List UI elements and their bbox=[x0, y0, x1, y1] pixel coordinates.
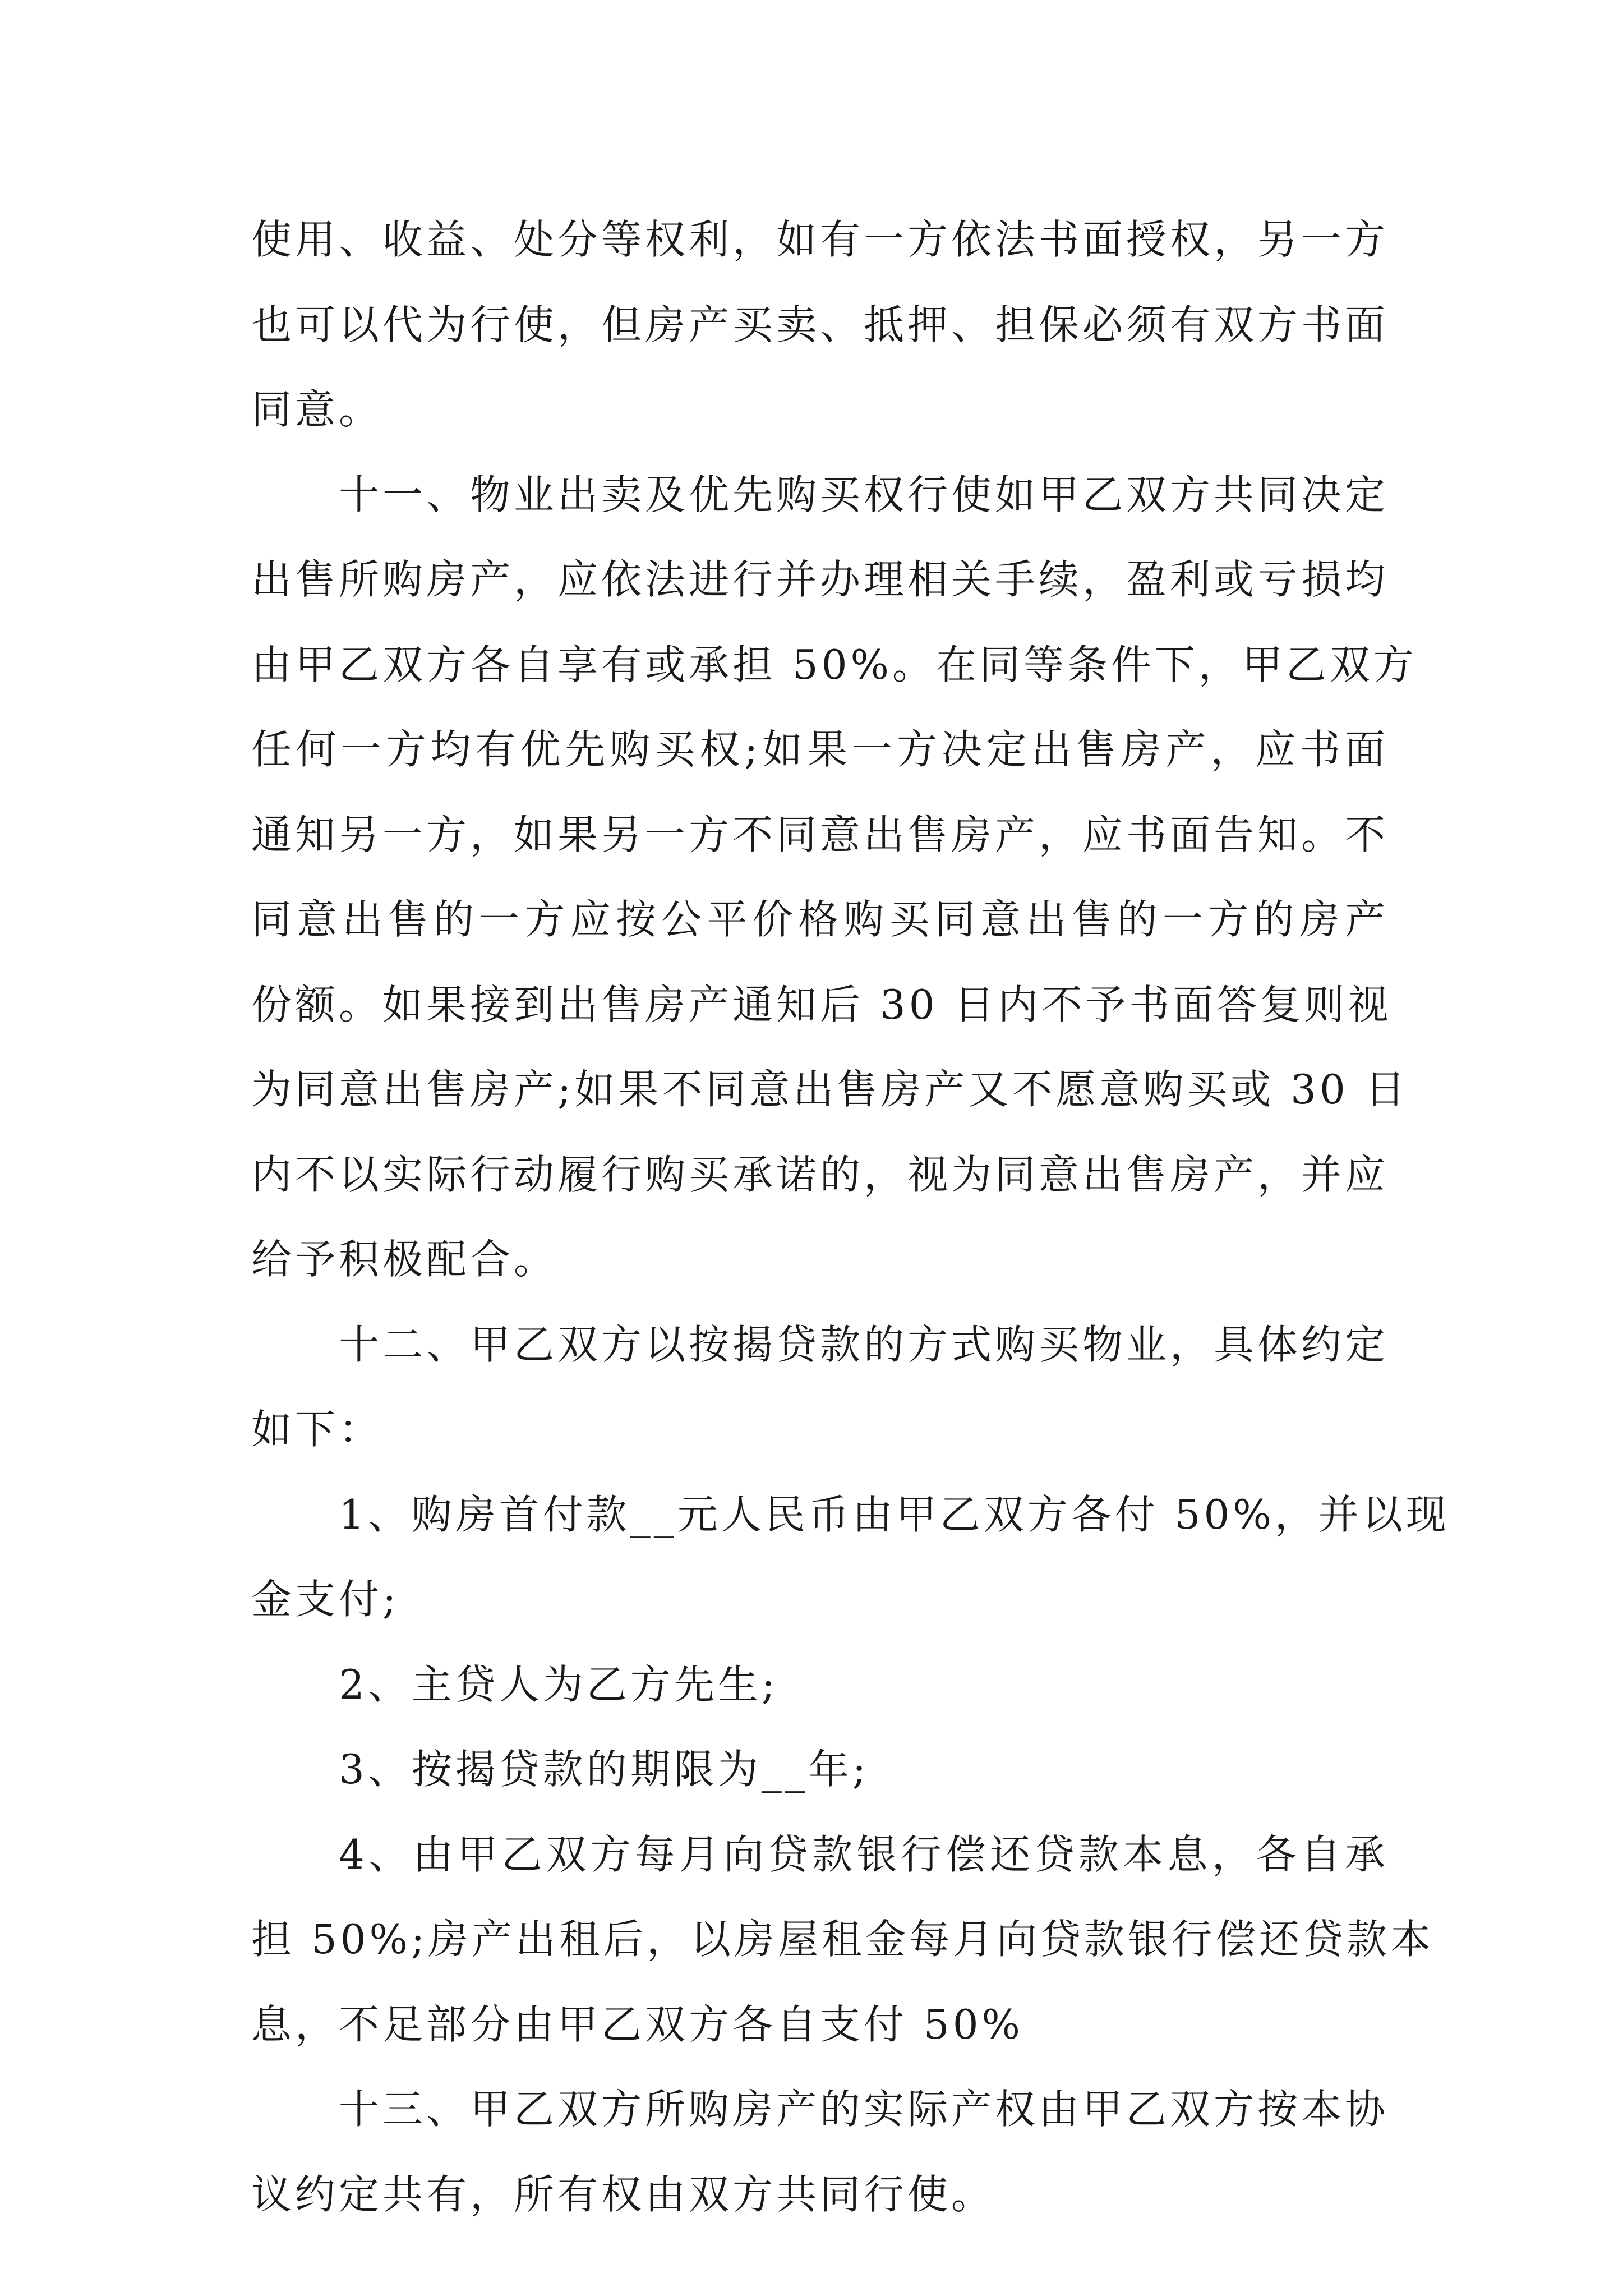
text-line: 也可以代为行使，但房产买卖、抵押、担保必须有双方书面 bbox=[251, 301, 1389, 348]
text-line: 给予积极配合。 bbox=[251, 1236, 558, 1283]
text-line: 通知另一方，如果另一方不同意出售房产，应书面告知。不 bbox=[251, 811, 1389, 858]
text-line: 同意。 bbox=[251, 386, 383, 433]
text-line: 内不以实际行动履行购买承诺的，视为同意出售房产，并应 bbox=[251, 1151, 1389, 1198]
text-line: 任何一方均有优先购买权;如果一方决定出售房产，应书面 bbox=[251, 726, 1389, 773]
text-line: 出售所购房产，应依法进行并办理相关手续，盈利或亏损均 bbox=[251, 556, 1389, 603]
document-body bbox=[251, 197, 1450, 2237]
clause-11-first-line: 十一、物业出卖及优先购买权行使如甲乙双方共同决定 bbox=[339, 471, 1389, 518]
text-line: 同意出售的一方应按公平价格购买同意出售的一方的房产 bbox=[251, 896, 1389, 943]
text-line: 息，不足部分由甲乙双方各自支付 50% bbox=[251, 2000, 1023, 2048]
text-line: 使用、收益、处分等权利，如有一方依法书面授权，另一方 bbox=[251, 216, 1389, 263]
item-4-first-line: 4、由甲乙双方每月向贷款银行偿还贷款本息，各自承 bbox=[339, 1830, 1389, 1878]
clause-12-first-line: 十二、甲乙双方以按揭贷款的方式购买物业，具体约定 bbox=[339, 1320, 1389, 1368]
item-3-line: 3、按揭贷款的期限为__年; bbox=[339, 1746, 870, 1793]
text-line: 担 50%;房产出租后，以房屋租金每月向贷款银行偿还贷款本 bbox=[251, 1916, 1435, 1963]
text-line: 由甲乙双方各自享有或承担 50%。在同等条件下，甲乙双方 bbox=[251, 641, 1417, 688]
clause-13-first-line: 十三、甲乙双方所购房产的实际产权由甲乙双方按本协 bbox=[339, 2086, 1389, 2133]
item-1-first-line: 1、购房首付款__元人民币由甲乙双方各付 50%，并以现 bbox=[339, 1490, 1450, 1538]
text-line: 为同意出售房产;如果不同意出售房产又不愿意购买或 30 日 bbox=[251, 1066, 1409, 1113]
text-line: 金支付; bbox=[251, 1576, 400, 1623]
item-2-line: 2、主贷人为乙方先生; bbox=[339, 1660, 779, 1708]
text-line: 议约定共有，所有权由双方共同行使。 bbox=[251, 2170, 995, 2218]
text-line: 份额。如果接到出售房产通知后 30 日内不予书面答复则视 bbox=[251, 981, 1392, 1028]
text-line: 如下： bbox=[251, 1406, 383, 1453]
